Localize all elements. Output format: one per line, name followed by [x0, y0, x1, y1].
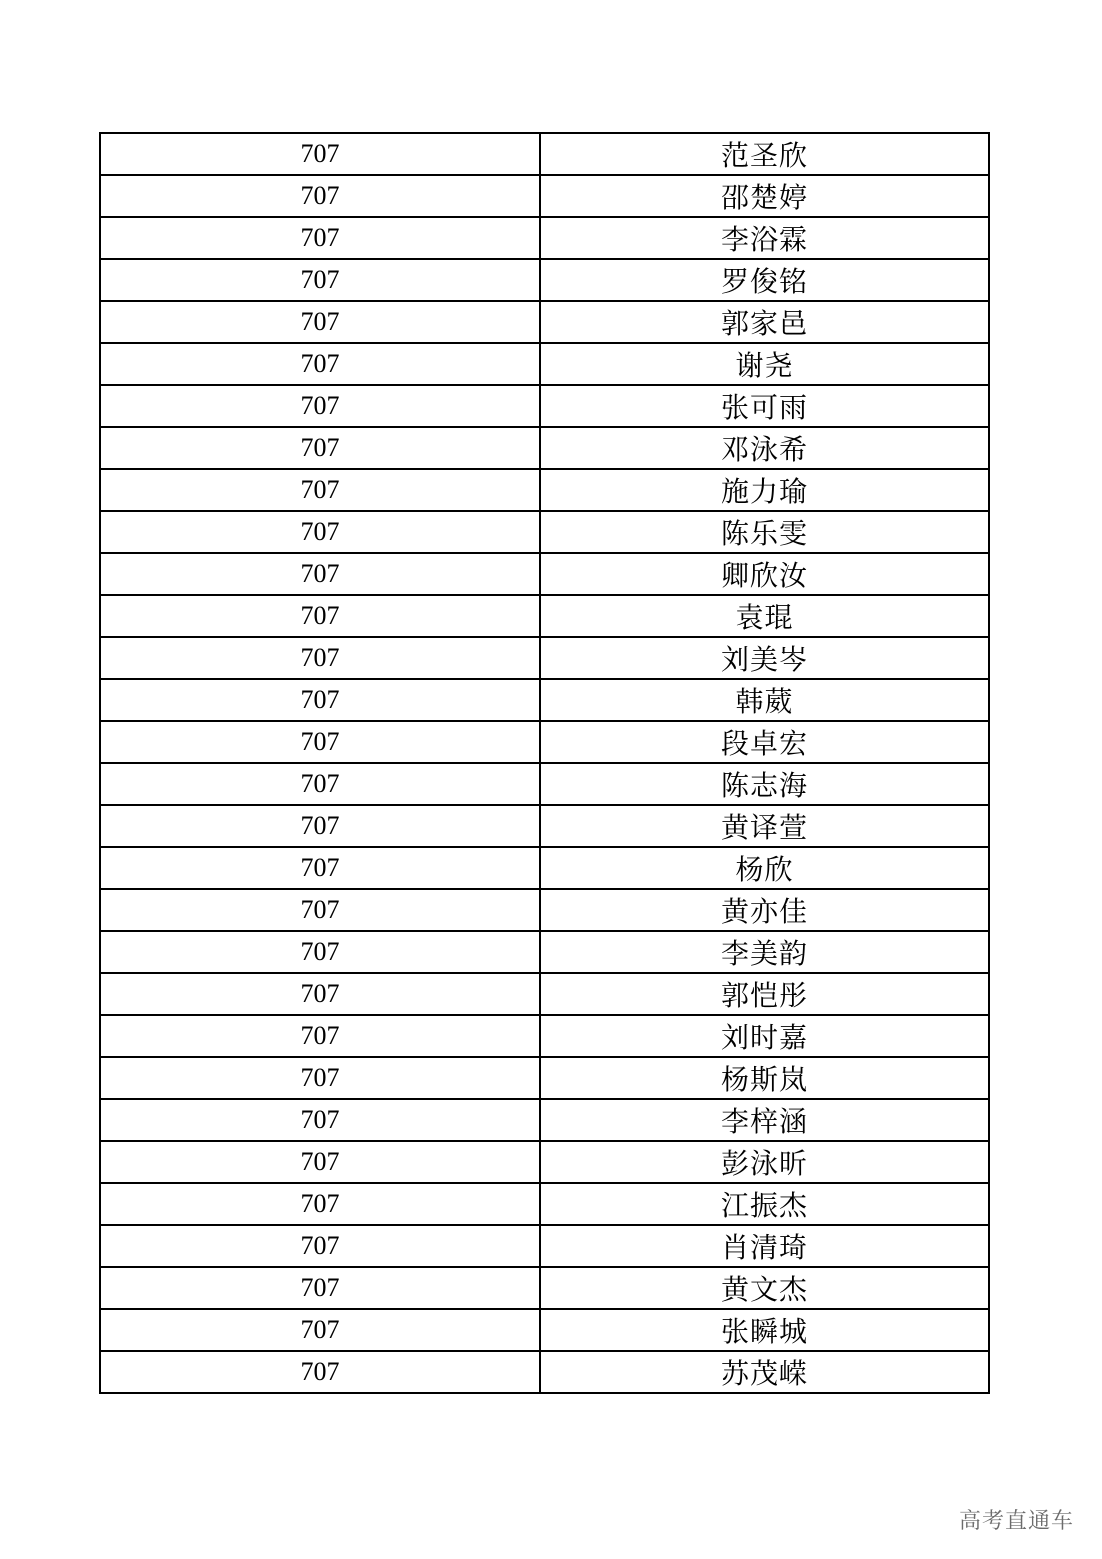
student-name-cell: 李梓涵 [540, 1099, 989, 1141]
table-row [100, 721, 989, 763]
class-number-cell: 707 [100, 721, 540, 763]
table-row [100, 1309, 989, 1351]
name-list-table [99, 132, 990, 1394]
student-name-cell: 彭泳昕 [540, 1141, 989, 1183]
student-name-cell: 郭家邑 [540, 301, 989, 343]
class-number-cell: 707 [100, 343, 540, 385]
student-name-cell: 杨欣 [540, 847, 989, 889]
class-number-cell: 707 [100, 259, 540, 301]
student-name-cell: 刘美岑 [540, 637, 989, 679]
student-name-cell: 黄译萱 [540, 805, 989, 847]
class-number-cell: 707 [100, 1183, 540, 1225]
class-number-cell: 707 [100, 301, 540, 343]
class-number-cell: 707 [100, 1309, 540, 1351]
table-row [100, 301, 989, 343]
table-row [100, 259, 989, 301]
student-name-cell: 杨斯岚 [540, 1057, 989, 1099]
table-row [100, 847, 989, 889]
student-name-cell: 范圣欣 [540, 133, 989, 175]
table-row [100, 763, 989, 805]
table-row [100, 1099, 989, 1141]
table-row [100, 385, 989, 427]
student-name-cell: 黄文杰 [540, 1267, 989, 1309]
table-row [100, 175, 989, 217]
table-row [100, 889, 989, 931]
table-row [100, 511, 989, 553]
student-name-cell: 施力瑜 [540, 469, 989, 511]
student-name-cell: 韩葳 [540, 679, 989, 721]
class-number-cell: 707 [100, 973, 540, 1015]
student-name-cell: 郭恺彤 [540, 973, 989, 1015]
class-number-cell: 707 [100, 1351, 540, 1393]
student-name-cell: 邵楚婷 [540, 175, 989, 217]
student-name-cell: 刘时嘉 [540, 1015, 989, 1057]
student-name-cell: 卿欣汝 [540, 553, 989, 595]
watermark-text: 高考直通车 [958, 1509, 1074, 1534]
table-row [100, 595, 989, 637]
table-row [100, 427, 989, 469]
table-row [100, 1015, 989, 1057]
table-row [100, 1141, 989, 1183]
student-name-cell: 李浴霖 [540, 217, 989, 259]
table-row [100, 1351, 989, 1393]
table-row [100, 931, 989, 973]
student-name-cell: 陈乐雯 [540, 511, 989, 553]
student-name-cell: 邓泳希 [540, 427, 989, 469]
class-number-cell: 707 [100, 679, 540, 721]
class-number-cell: 707 [100, 637, 540, 679]
class-number-cell: 707 [100, 1141, 540, 1183]
student-name-cell: 李美韵 [540, 931, 989, 973]
student-name-cell: 苏茂嵘 [540, 1351, 989, 1393]
class-number-cell: 707 [100, 553, 540, 595]
table-row [100, 469, 989, 511]
table-row [100, 973, 989, 1015]
student-name-cell: 肖清琦 [540, 1225, 989, 1267]
student-name-cell: 张可雨 [540, 385, 989, 427]
table-body [100, 133, 989, 1393]
table-row [100, 1183, 989, 1225]
student-name-cell: 张瞬城 [540, 1309, 989, 1351]
class-number-cell: 707 [100, 763, 540, 805]
class-number-cell: 707 [100, 805, 540, 847]
table-row [100, 217, 989, 259]
student-name-cell: 黄亦佳 [540, 889, 989, 931]
table-row [100, 133, 989, 175]
class-number-cell: 707 [100, 1057, 540, 1099]
table-row [100, 1225, 989, 1267]
student-name-cell: 罗俊铭 [540, 259, 989, 301]
class-number-cell: 707 [100, 175, 540, 217]
class-number-cell: 707 [100, 217, 540, 259]
class-number-cell: 707 [100, 1225, 540, 1267]
class-number-cell: 707 [100, 889, 540, 931]
class-number-cell: 707 [100, 931, 540, 973]
table-row [100, 553, 989, 595]
student-name-cell: 陈志海 [540, 763, 989, 805]
table-row [100, 343, 989, 385]
class-number-cell: 707 [100, 595, 540, 637]
class-number-cell: 707 [100, 1099, 540, 1141]
student-name-cell: 江振杰 [540, 1183, 989, 1225]
student-name-cell: 段卓宏 [540, 721, 989, 763]
class-number-cell: 707 [100, 469, 540, 511]
class-number-cell: 707 [100, 385, 540, 427]
class-number-cell: 707 [100, 511, 540, 553]
class-number-cell: 707 [100, 133, 540, 175]
class-number-cell: 707 [100, 427, 540, 469]
table-row [100, 637, 989, 679]
table-row [100, 1057, 989, 1099]
table-row [100, 679, 989, 721]
student-name-cell: 谢尧 [540, 343, 989, 385]
student-name-cell: 袁琨 [540, 595, 989, 637]
table-row [100, 805, 989, 847]
class-number-cell: 707 [100, 847, 540, 889]
table-row [100, 1267, 989, 1309]
class-number-cell: 707 [100, 1267, 540, 1309]
class-number-cell: 707 [100, 1015, 540, 1057]
